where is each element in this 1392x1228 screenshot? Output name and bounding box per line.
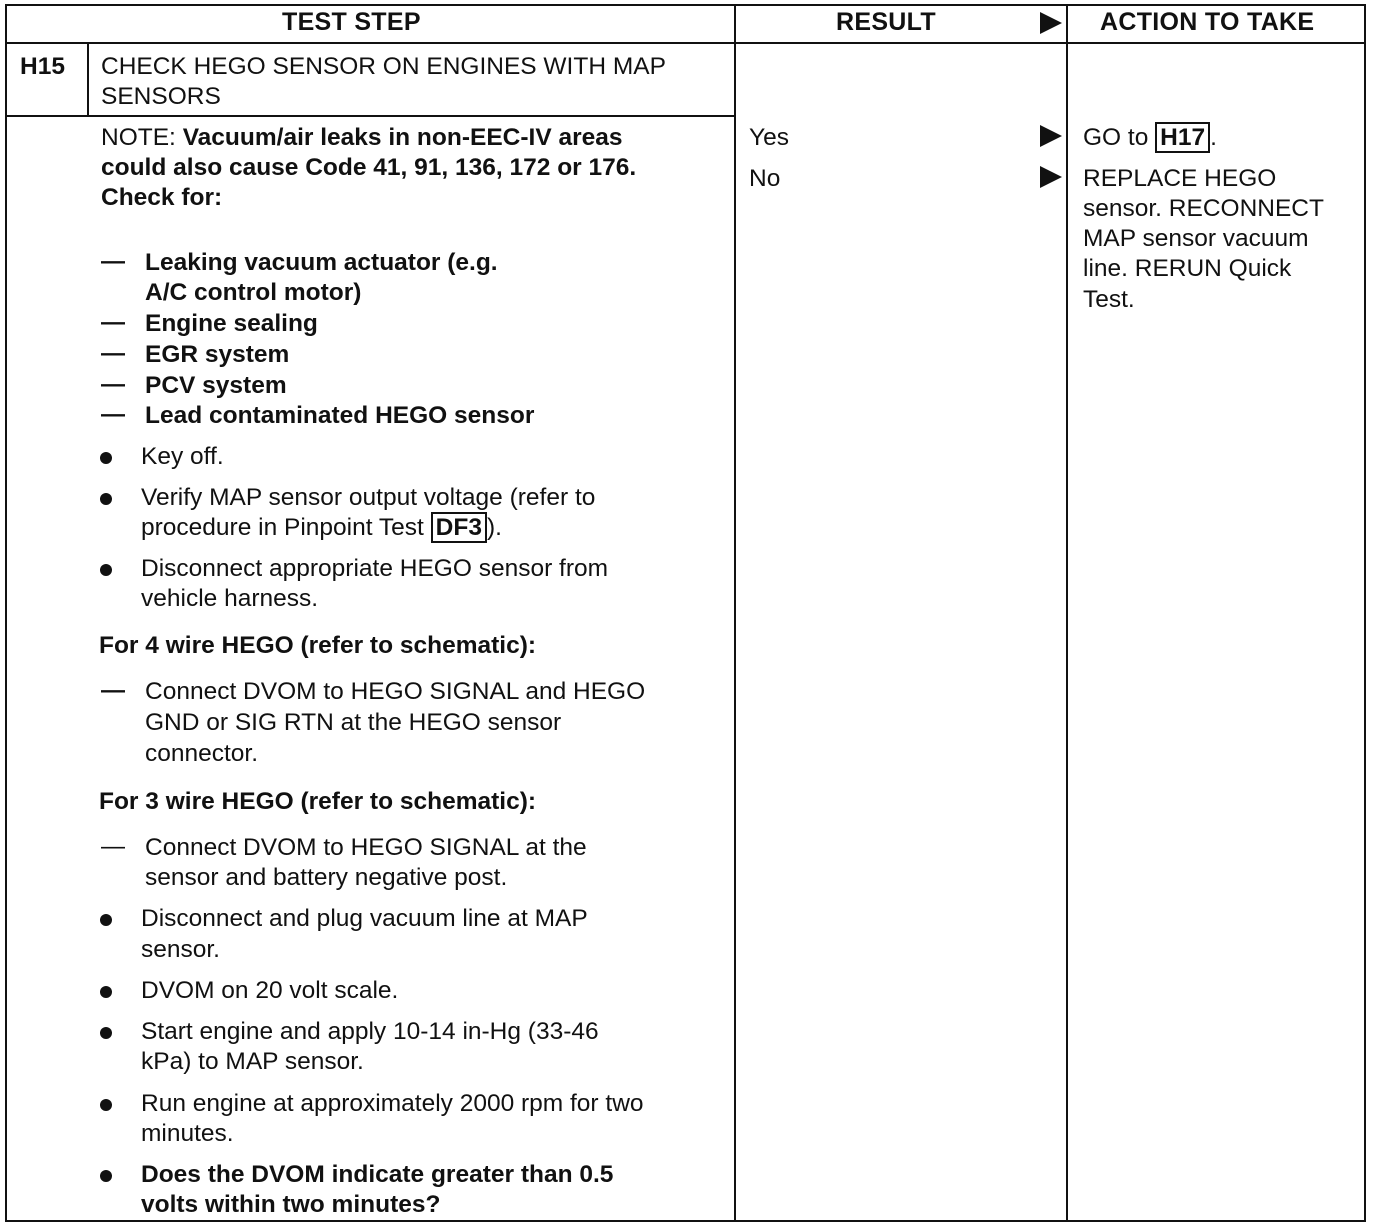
df3-reference[interactable]: DF3 [431,512,487,543]
header-result: RESULT [836,8,936,36]
action-yes [1083,123,1217,154]
check-item-cont: A/C control motor) [145,279,362,306]
header-action: ACTION TO TAKE [1100,8,1315,36]
h17-reference[interactable]: H17 [1155,122,1210,153]
dash-icon: — [101,309,125,336]
bullet-verify-line1: Verify MAP sensor output voltage (refer to [141,484,596,511]
step-title-line2: SENSORS [101,83,221,110]
action-no-line4: line. RERUN Quick [1083,255,1292,282]
four-wire-heading: For 4 wire HEGO (refer to schematic): [99,632,537,659]
note-line3: Check for: [101,184,223,211]
note-line1 [101,123,623,154]
bullet-verify-line2 [141,513,502,544]
header-arrow-icon [1040,12,1062,34]
action-goto-text: GO to [1083,124,1149,151]
bullet-disconnect-line1: Disconnect appropriate HEGO sensor from [141,555,609,582]
bullet-question-line2: volts within two minutes? [141,1191,441,1218]
bullet-disconnect-line2: vehicle harness. [141,585,319,612]
check-item: Leaking vacuum actuator (e.g. [145,249,498,276]
bullet-icon [100,564,112,576]
bullet-plug-line2: sensor. [141,936,220,963]
step-title-line1: CHECK HEGO SENSOR ON ENGINES WITH MAP [101,53,666,80]
dash-icon: — [101,833,125,860]
result-yes-arrow-icon [1040,125,1062,147]
bullet-question-line1: Does the DVOM indicate greater than 0.5 [141,1161,614,1188]
note-label: NOTE: [101,124,176,151]
action-no-line3: MAP sensor vacuum [1083,225,1309,252]
bullet-icon [100,914,112,926]
dash-icon: — [101,401,125,428]
verify-end: ). [486,514,502,541]
header-rule [5,42,1366,44]
check-item: EGR system [145,341,290,368]
four-wire-line2: GND or SIG RTN at the HEGO sensor [145,709,562,736]
result-no-arrow-icon [1040,166,1062,188]
bullet-run-line2: minutes. [141,1120,234,1147]
bullet-icon [100,452,112,464]
note-text-1: Vacuum/air leaks in non-EEC-IV areas [182,124,623,151]
verify-text: procedure in Pinpoint Test [141,514,424,541]
four-wire-line1: Connect DVOM to HEGO SIGNAL and HEGO [145,678,646,705]
bullet-dvom-scale: DVOM on 20 volt scale. [141,977,399,1004]
three-wire-line2: sensor and battery negative post. [145,864,508,891]
bullet-icon [100,986,112,998]
step-id-divider [87,42,89,116]
top-rule [5,4,1366,6]
dash-icon: — [101,371,125,398]
col-divider-action [1066,4,1068,1222]
dash-icon: — [101,248,125,275]
action-no-line5: Test. [1083,286,1135,313]
step-id: H15 [20,53,65,80]
three-wire-line1: Connect DVOM to HEGO SIGNAL at the [145,834,587,861]
bullet-icon [100,493,112,505]
four-wire-line3: connector. [145,740,259,767]
step-title-rule [5,115,736,117]
dash-icon: — [101,340,125,367]
action-no-line1: REPLACE HEGO [1083,165,1277,192]
bullet-key-off: Key off. [141,443,224,470]
bullet-icon [100,1170,112,1182]
result-no: No [749,165,781,192]
note-line2: could also cause Code 41, 91, 136, 172 or 176. [101,154,637,181]
result-yes: Yes [749,124,789,151]
action-no-line2: sensor. RECONNECT [1083,195,1324,222]
bullet-icon [100,1099,112,1111]
three-wire-heading: For 3 wire HEGO (refer to schematic): [99,788,537,815]
check-item: PCV system [145,372,287,399]
bullet-run-line1: Run engine at approximately 2000 rpm for two [141,1090,644,1117]
bullet-plug-line1: Disconnect and plug vacuum line at MAP [141,905,588,932]
bullet-icon [100,1027,112,1039]
col-divider-result [734,4,736,1222]
bullet-start-line2: kPa) to MAP sensor. [141,1048,364,1075]
check-item: Engine sealing [145,310,318,337]
check-item: Lead contaminated HEGO sensor [145,402,535,429]
bullet-start-line1: Start engine and apply 10-14 in-Hg (33-46 [141,1018,599,1045]
dash-icon: — [101,677,125,704]
action-goto-end: . [1210,124,1217,151]
header-test-step: TEST STEP [282,8,421,36]
